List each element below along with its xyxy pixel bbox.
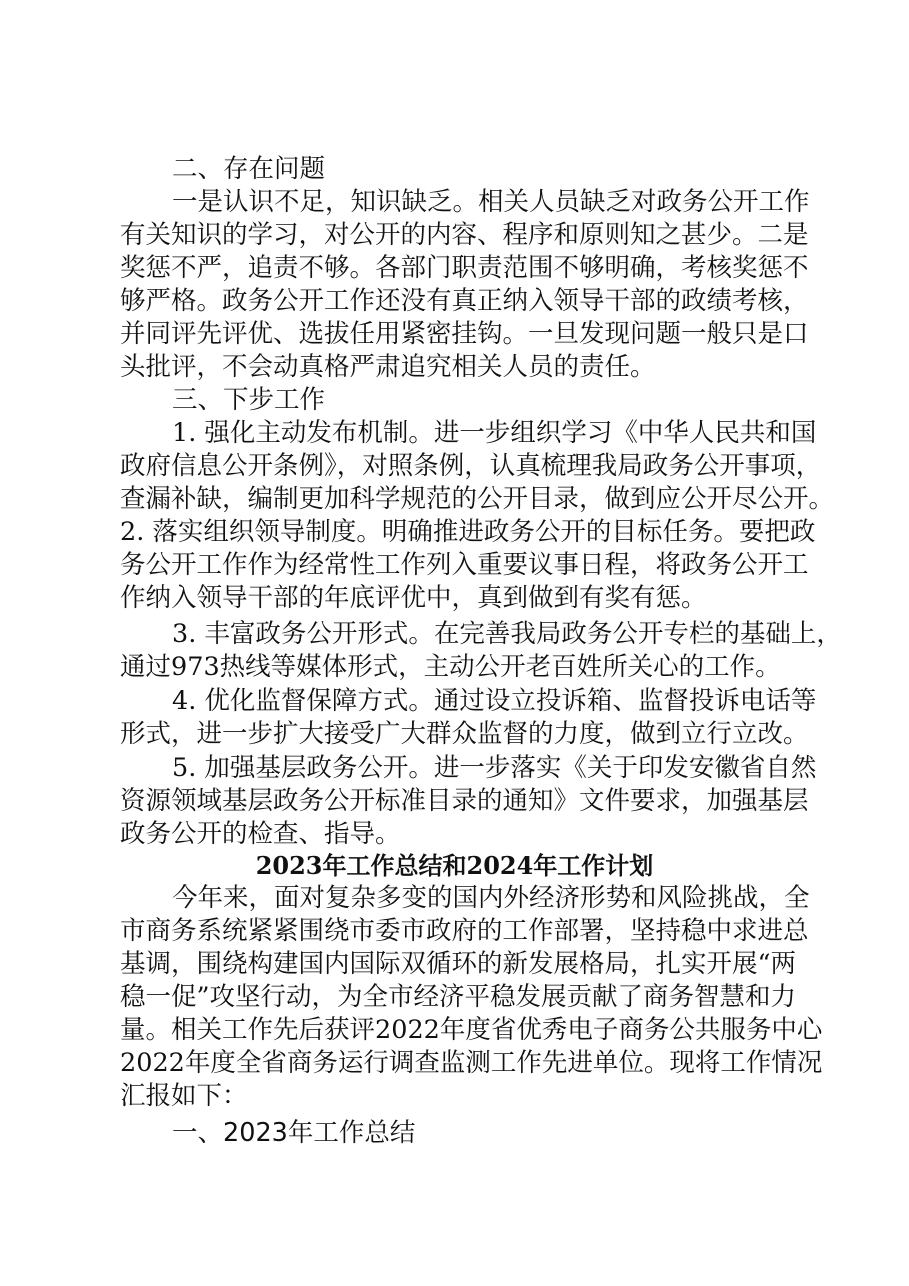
section-heading: 三、下步工作	[172, 385, 326, 415]
paragraph-line: 量。相关工作先后获评2022年度省优秀电子商务公共服务中心	[120, 1015, 823, 1045]
paragraph-line: 汇报如下：	[120, 1081, 248, 1111]
section-heading: 二、存在问题	[172, 154, 326, 184]
paragraph-line: 头批评，不会动真格严肃追究相关人员的责任。	[120, 352, 656, 382]
paragraph-line: 市商务系统紧紧围绕市委市政府的工作部署，坚持稳中求进总	[120, 916, 809, 946]
paragraph-line: 稳一促”攻坚行动，为全市经济平稳发展贡献了商务智慧和力	[120, 982, 797, 1012]
paragraph-line: 2. 落实组织领导制度。明确推进政务公开的目标任务。要把政	[120, 517, 816, 547]
paragraph-line: 一是认识不足，知识缺乏。相关人员缺乏对政务公开工作	[172, 187, 810, 217]
paragraph-line: 5. 加强基层政务公开。进一步落实《关于印发安徽省自然	[172, 753, 817, 783]
report-title: 2023年工作总结和2024年工作计划	[255, 851, 654, 880]
paragraph-line: 并同评先评优、选拔任用紧密挂钩。一旦发现问题一般只是口	[120, 319, 809, 349]
paragraph-line: 通过973热线等媒体形式，主动公开老百姓所关心的工作。	[120, 652, 781, 682]
paragraph-line: 作纳入领导干部的年底评优中，真到做到有奖有惩。	[120, 583, 707, 613]
paragraph-line: 今年来，面对复杂多变的国内外经济形势和风险挑战，全	[172, 883, 810, 913]
section-heading: 一、2023年工作总结	[172, 1118, 416, 1148]
paragraph-line: 资源领域基层政务公开标准目录的通知》文件要求，加强基层	[120, 786, 809, 816]
paragraph-line: 奖惩不严，追责不够。各部门职责范围不够明确，考核奖惩不	[120, 253, 809, 283]
paragraph-line: 1. 强化主动发布机制。进一步组织学习《中华人民共和国	[172, 418, 817, 448]
paragraph-line: 2022年度全省商务运行调查监测工作先进单位。现将工作情况	[120, 1048, 823, 1078]
paragraph-line: 查漏补缺，编制更加科学规范的公开目录，做到应公开尽公开。	[120, 484, 835, 514]
paragraph-line: 4. 优化监督保障方式。通过设立投诉箱、监督投诉电话等	[172, 686, 817, 716]
paragraph-line: 形式，进一步扩大接受广大群众监督的力度，做到立行立改。	[120, 719, 809, 749]
paragraph-line: 有关知识的学习，对公开的内容、程序和原则知之甚少。二是	[120, 220, 809, 250]
paragraph-line: 政务公开的检查、指导。	[120, 819, 401, 849]
paragraph-line: 够严格。政务公开工作还没有真正纳入领导干部的政绩考核，	[120, 286, 809, 316]
paragraph-line: 基调，围绕构建国内国际双循环的新发展格局，扎实开展“两	[120, 949, 797, 979]
paragraph-line: 政府信息公开条例》，对照条例，认真梳理我局政务公开事项，	[120, 451, 822, 481]
paragraph-line: 务公开工作作为经常性工作列入重要议事日程，将政务公开工	[120, 550, 809, 580]
paragraph-line: 3. 丰富政务公开形式。在完善我局政务公开专栏的基础上，	[172, 619, 842, 649]
